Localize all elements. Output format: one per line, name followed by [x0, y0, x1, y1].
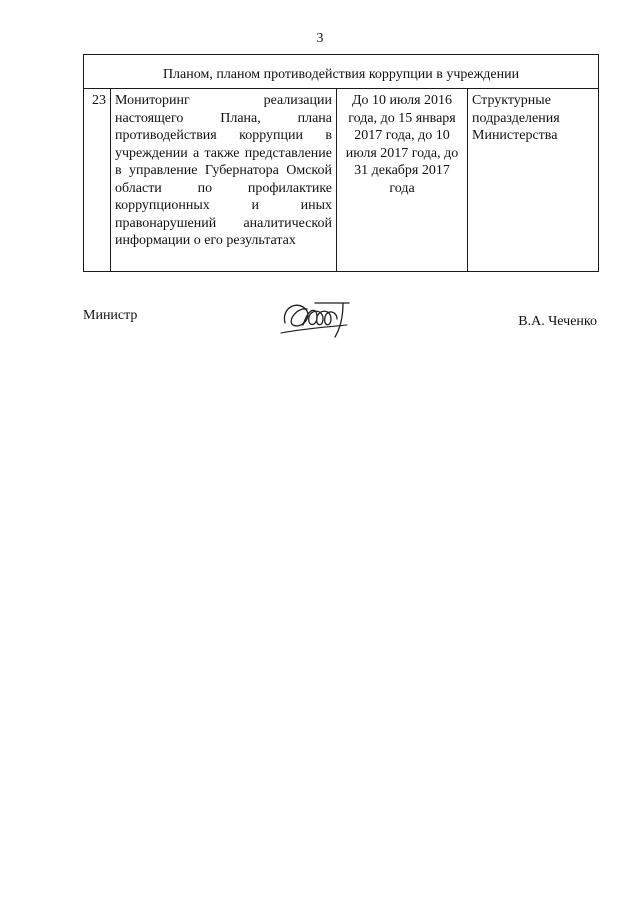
page-number: 3 [316, 31, 324, 46]
item-number: 23 [84, 89, 111, 272]
table-continuation-row [84, 55, 599, 89]
continuation-cell [84, 55, 599, 89]
handwritten-signature [277, 293, 359, 341]
signatory-name: В.А. Чеченко [518, 314, 597, 329]
signatory-role: Министр [83, 308, 138, 323]
item-deadline: До 10 июля 2016 года, до 15 января 2017 года, до 10 июля 2017 года, до 31 декабря 2017 года [337, 89, 468, 272]
table-row [84, 89, 599, 272]
plan-table [83, 54, 599, 272]
item-responsible: Структурные подразделения Министерства [468, 89, 599, 272]
item-activity: Мониторинг реализации настоящего Плана, плана противодействия коррупции в учреждении а также представление в управление Губернатора Омской области по профилактике коррупционных и иных правонарушений аналитической информации о его результатах [111, 89, 337, 272]
continuation-text: Планом, планом противодействия коррупции в учреждении [162, 67, 520, 82]
